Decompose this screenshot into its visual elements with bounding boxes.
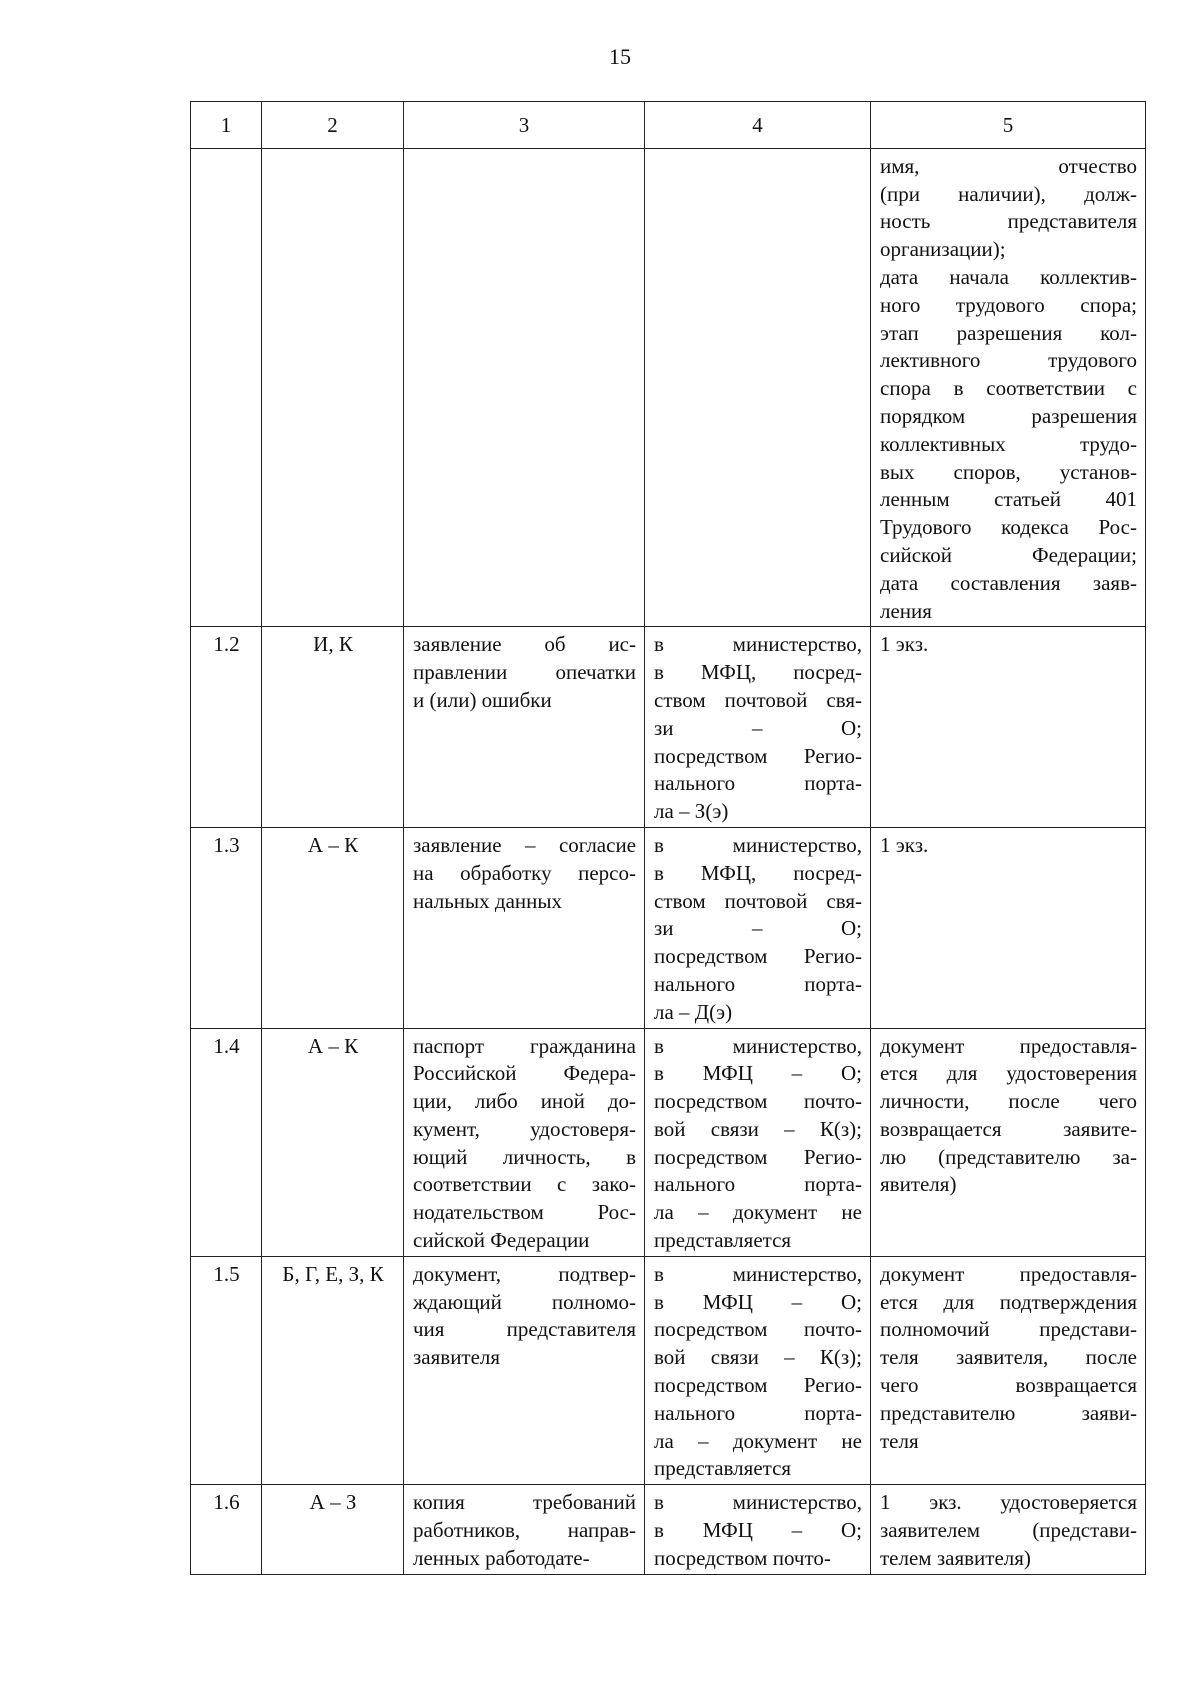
cell-text-line: заявление – согласие xyxy=(413,832,636,857)
cell-text-line: на обработку персо- xyxy=(413,860,636,885)
cell-text-line: дата начала коллектив- xyxy=(880,264,1137,289)
cell-method xyxy=(645,627,871,828)
cell-text-line: сийской Федерации xyxy=(413,1228,590,1253)
cell-text-line: соответствии с зако- xyxy=(413,1172,636,1197)
cell-text-line: нального порта- xyxy=(654,1400,862,1425)
cell-method xyxy=(645,1028,871,1256)
cell-text-line: ющий личность, в xyxy=(413,1144,636,1169)
cell-document xyxy=(404,627,645,828)
cell-text-line: заявителя xyxy=(413,1345,501,1370)
cell-category: И, К xyxy=(262,627,404,828)
cell-text-line: ла – документ не xyxy=(654,1428,862,1453)
cell-text-line: нального порта- xyxy=(654,1172,862,1197)
cell-text-line: теля xyxy=(880,1428,919,1453)
cell-category xyxy=(262,148,404,627)
cell-text-line: документ, подтвер- xyxy=(413,1261,636,1286)
cell-text-line: лю (представителю за- xyxy=(880,1144,1137,1169)
cell-text-line: этап разрешения кол- xyxy=(880,320,1137,345)
cell-text-line: явителя) xyxy=(880,1172,957,1197)
cell-text-line: лективного трудового xyxy=(880,348,1137,373)
cell-text-line: правлении опечатки xyxy=(413,660,636,685)
cell-text-line: чего возвращается xyxy=(880,1373,1137,1398)
cell-method xyxy=(645,1485,871,1574)
cell-text-line: нальных данных xyxy=(413,888,562,913)
cell-text-line: ления xyxy=(880,598,932,623)
cell-text-line: ется для удостоверения xyxy=(880,1061,1137,1086)
column-header: 5 xyxy=(871,102,1146,149)
cell-num: 1.6 xyxy=(191,1485,262,1574)
cell-text-line: нального порта- xyxy=(654,971,862,996)
cell-text-line: в МФЦ – О; xyxy=(654,1289,862,1314)
cell-category: А – З xyxy=(262,1485,404,1574)
cell-document xyxy=(404,1256,645,1484)
cell-text-line: документ предоставля- xyxy=(880,1033,1137,1058)
page-number: 15 xyxy=(609,44,631,69)
cell-text-line: копия требований xyxy=(413,1490,636,1515)
cell-notes xyxy=(871,1256,1146,1484)
cell-method xyxy=(645,827,871,1028)
cell-text-line: заявление об ис- xyxy=(413,632,636,657)
cell-text-line: коллективных трудо- xyxy=(880,431,1137,456)
cell-text-line: в министерство, xyxy=(654,1490,862,1515)
cell-text-line: ленных работодате- xyxy=(413,1545,590,1570)
cell-text-line: вых споров, установ- xyxy=(880,459,1137,484)
cell-text-line: нального порта- xyxy=(654,771,862,796)
cell-text-line: ждающий полномо- xyxy=(413,1289,636,1314)
cell-text-line: посредством почто- xyxy=(654,1545,831,1570)
cell-text-line: (при наличии), долж- xyxy=(880,181,1137,206)
cell-text-line: нодательством Рос- xyxy=(413,1200,636,1225)
cell-text-line: в МФЦ, посред- xyxy=(654,660,862,685)
cell-text-line: представляется xyxy=(654,1456,792,1481)
cell-text-line: посредством Регио- xyxy=(654,944,862,969)
cell-notes xyxy=(871,1485,1146,1574)
table-row xyxy=(191,627,1146,828)
cell-text-line: посредством почто- xyxy=(654,1317,862,1342)
table-row xyxy=(191,827,1146,1028)
cell-text-line: работников, направ- xyxy=(413,1518,636,1543)
cell-text-line: дата составления заяв- xyxy=(880,570,1137,595)
cell-num: 1.3 xyxy=(191,827,262,1028)
cell-document xyxy=(404,1028,645,1256)
cell-text-line: посредством Регио- xyxy=(654,743,862,768)
cell-method xyxy=(645,148,871,627)
cell-text-line: посредством Регио- xyxy=(654,1144,862,1169)
cell-text-line: имя, отчество xyxy=(880,153,1137,178)
cell-text-line: ством почтовой свя- xyxy=(654,687,862,712)
cell-text-line: ла – Д(э) xyxy=(654,999,733,1024)
cell-text-line: вой связи – К(з); xyxy=(654,1345,862,1370)
cell-text-line: зи – О; xyxy=(654,916,862,941)
cell-text-line: ность представителя xyxy=(880,209,1137,234)
cell-text-line: зи – О; xyxy=(654,715,862,740)
cell-text-line: в министерство, xyxy=(654,632,862,657)
cell-notes xyxy=(871,627,1146,828)
cell-text-line: сийской Федерации; xyxy=(880,542,1137,567)
cell-text-line: спора в соответствии с xyxy=(880,376,1137,401)
cell-category: А – К xyxy=(262,827,404,1028)
cell-text-line: вой связи – К(з); xyxy=(654,1116,862,1141)
cell-text-line: ленным статьей 401 xyxy=(880,487,1137,512)
cell-document xyxy=(404,1485,645,1574)
cell-text-line: 1 экз. xyxy=(880,632,929,657)
cell-text-line: порядком разрешения xyxy=(880,403,1137,428)
cell-text-line: ла – З(э) xyxy=(654,799,729,824)
column-header: 4 xyxy=(645,102,871,149)
cell-text-line: телем заявителя) xyxy=(880,1545,1031,1570)
cell-text-line: организации); xyxy=(880,237,1006,262)
cell-text-line: полномочий представи- xyxy=(880,1317,1137,1342)
cell-text-line: в министерство, xyxy=(654,1033,862,1058)
cell-text-line: в министерство, xyxy=(654,832,862,857)
cell-text-line: ции, либо иной до- xyxy=(413,1089,636,1114)
cell-text-line: возвращается заявите- xyxy=(880,1116,1137,1141)
cell-text-line: ством почтовой свя- xyxy=(654,888,862,913)
cell-text-line: теля заявителя, после xyxy=(880,1345,1137,1370)
cell-text-line: паспорт гражданина xyxy=(413,1033,636,1058)
column-header: 2 xyxy=(262,102,404,149)
cell-text-line: в МФЦ, посред- xyxy=(654,860,862,885)
cell-notes xyxy=(871,827,1146,1028)
table-row xyxy=(191,1028,1146,1256)
cell-text-line: 1 экз. xyxy=(880,832,929,857)
document-table xyxy=(190,101,1146,1575)
cell-text-line: посредством Регио- xyxy=(654,1373,862,1398)
cell-method xyxy=(645,1256,871,1484)
column-header: 1 xyxy=(191,102,262,149)
column-header: 3 xyxy=(404,102,645,149)
cell-category: Б, Г, Е, З, К xyxy=(262,1256,404,1484)
cell-document xyxy=(404,148,645,627)
table-row xyxy=(191,1256,1146,1484)
cell-text-line: в МФЦ – О; xyxy=(654,1061,862,1086)
cell-text-line: документ предоставля- xyxy=(880,1261,1137,1286)
cell-notes xyxy=(871,1028,1146,1256)
cell-text-line: в МФЦ – О; xyxy=(654,1518,862,1543)
cell-text-line: кумент, удостоверя- xyxy=(413,1116,636,1141)
cell-text-line: ного трудового спора; xyxy=(880,292,1137,317)
cell-text-line: ла – документ не xyxy=(654,1200,862,1225)
cell-notes xyxy=(871,148,1146,627)
cell-category: А – К xyxy=(262,1028,404,1256)
table-row xyxy=(191,1485,1146,1574)
cell-text-line: Российской Федера- xyxy=(413,1061,636,1086)
table-row-continuation xyxy=(191,148,1146,627)
cell-text-line: 1 экз. удостоверяется xyxy=(880,1490,1137,1515)
cell-text-line: и (или) ошибки xyxy=(413,687,552,712)
cell-text-line: Трудового кодекса Рос- xyxy=(880,515,1137,540)
cell-document xyxy=(404,827,645,1028)
table-header-row xyxy=(191,102,1146,149)
cell-text-line: ется для подтверждения xyxy=(880,1289,1137,1314)
cell-num: 1.4 xyxy=(191,1028,262,1256)
cell-text-line: посредством почто- xyxy=(654,1089,862,1114)
cell-text-line: личности, после чего xyxy=(880,1089,1137,1114)
cell-text-line: заявителем (представи- xyxy=(880,1518,1137,1543)
cell-num xyxy=(191,148,262,627)
cell-num: 1.5 xyxy=(191,1256,262,1484)
cell-text-line: в министерство, xyxy=(654,1261,862,1286)
cell-text-line: чия представителя xyxy=(413,1317,636,1342)
cell-text-line: представляется xyxy=(654,1228,792,1253)
cell-text-line: представителю заяви- xyxy=(880,1400,1137,1425)
cell-num: 1.2 xyxy=(191,627,262,828)
